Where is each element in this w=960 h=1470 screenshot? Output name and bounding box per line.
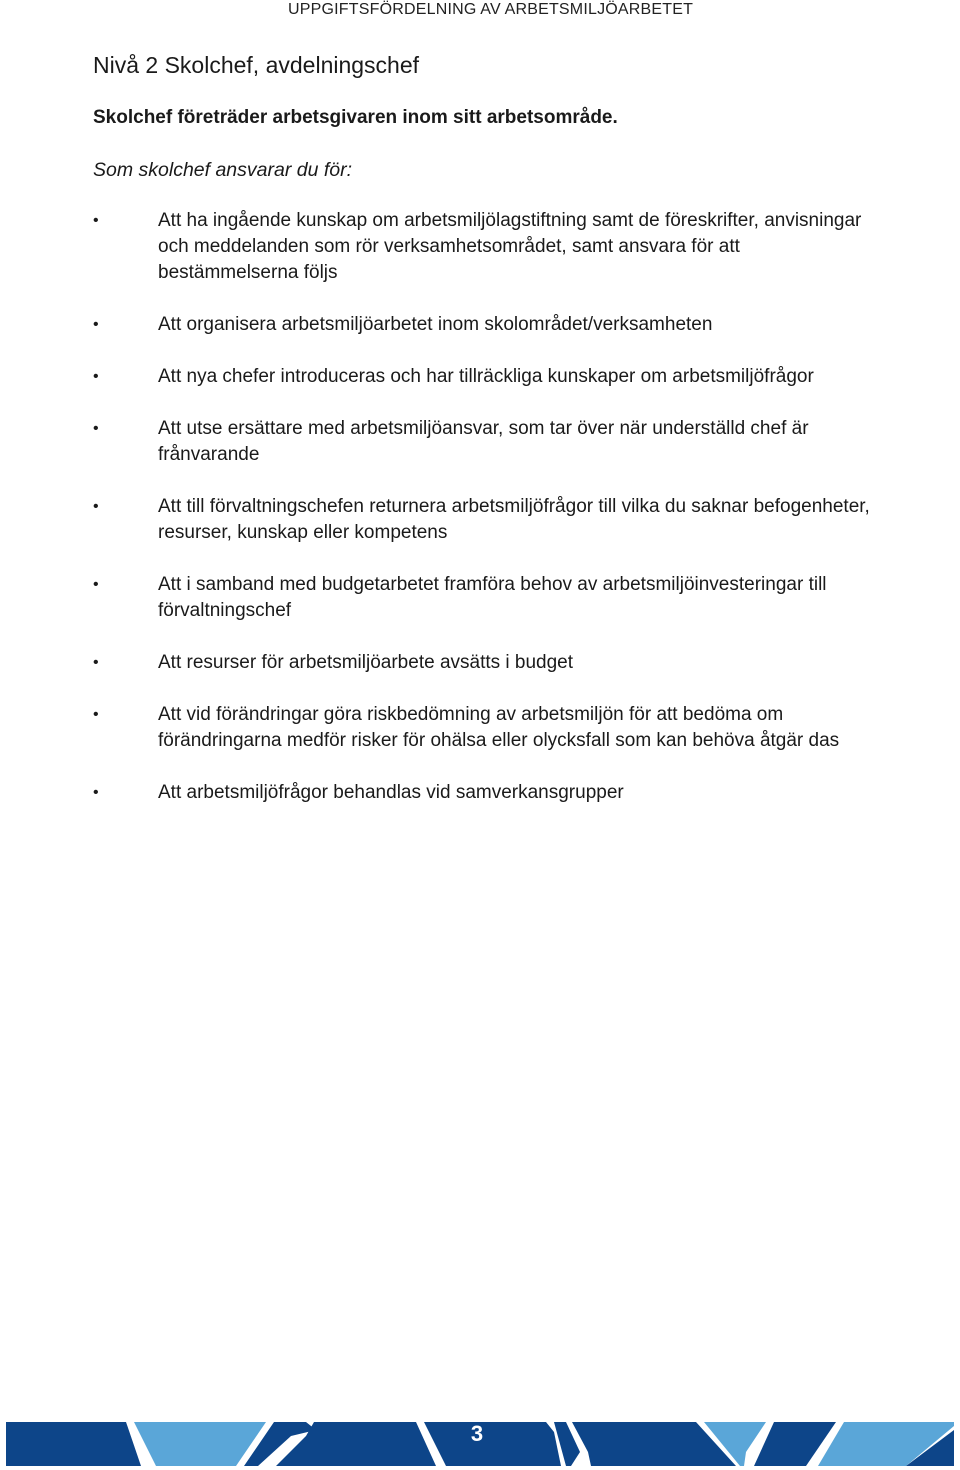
list-item-text: Att utse ersättare med arbetsmiljöansvar, som tar över när underställd chef är frånvarande bbox=[158, 418, 809, 465]
footer-tile bbox=[134, 1422, 266, 1466]
lead-statement: Skolchef företräder arbetsgivaren inom sitt arbetsområde. bbox=[93, 107, 618, 128]
list-item-text: Att till förvaltningschefen returnera arbetsmiljöfrågor till vilka du saknar befogenheter, resurser, kunskap eller kompetens bbox=[158, 496, 870, 543]
responsibility-list bbox=[93, 208, 873, 832]
list-item-text: Att resurser för arbetsmiljöarbete avsätts i budget bbox=[158, 652, 574, 673]
intro-text: Som skolchef ansvarar du för: bbox=[93, 159, 353, 181]
list-item-text: Att vid förändringar göra riskbedömning av arbetsmiljön för att bedöma om förändringarna medför risker för ohälsa eller olycksfall som kan behöva åtgär das bbox=[158, 704, 840, 751]
list-item bbox=[93, 572, 873, 624]
bullet-icon: • bbox=[93, 784, 99, 801]
footer-tile bbox=[424, 1422, 561, 1466]
bullet-icon: • bbox=[93, 654, 99, 671]
list-item bbox=[93, 312, 873, 338]
list-item bbox=[93, 416, 873, 468]
list-item bbox=[93, 650, 873, 676]
list-item bbox=[93, 494, 873, 546]
bullet-icon: • bbox=[93, 706, 99, 723]
list-item-text: Att organisera arbetsmiljöarbetet inom skolområdet/verksamheten bbox=[158, 314, 713, 335]
list-item-text: Att ha ingående kunskap om arbetsmiljölagstiftning samt de föreskrifter, anvisningar och meddelanden som rör verksamhetsområdet, samt ansvara för att bestämmelserna följs bbox=[158, 210, 862, 283]
list-item bbox=[93, 702, 873, 754]
list-item bbox=[93, 364, 873, 390]
footer-tile bbox=[6, 1422, 141, 1466]
list-item bbox=[93, 780, 873, 806]
page-number: 3 bbox=[470, 1421, 484, 1446]
bullet-icon: • bbox=[93, 316, 99, 333]
bullet-icon: • bbox=[93, 368, 99, 385]
bullet-icon: • bbox=[93, 420, 99, 437]
bullet-icon: • bbox=[93, 498, 99, 515]
list-item bbox=[93, 208, 873, 286]
list-item-text: Att nya chefer introduceras och har tillräckliga kunskaper om arbetsmiljöfrågor bbox=[158, 366, 814, 387]
section-title: Nivå 2 Skolchef, avdelningschef bbox=[93, 52, 420, 78]
bullet-icon: • bbox=[93, 576, 99, 593]
bullet-icon: • bbox=[93, 212, 99, 229]
list-item-text: Att i samband med budgetarbetet framföra behov av arbetsmiljöinvesteringar till förvaltningschef bbox=[158, 574, 827, 621]
running-header: UPPGIFTSFÖRDELNING AV ARBETSMILJÖARBETET bbox=[288, 1, 694, 18]
list-item-text: Att arbetsmiljöfrågor behandlas vid samverkansgrupper bbox=[158, 782, 624, 803]
